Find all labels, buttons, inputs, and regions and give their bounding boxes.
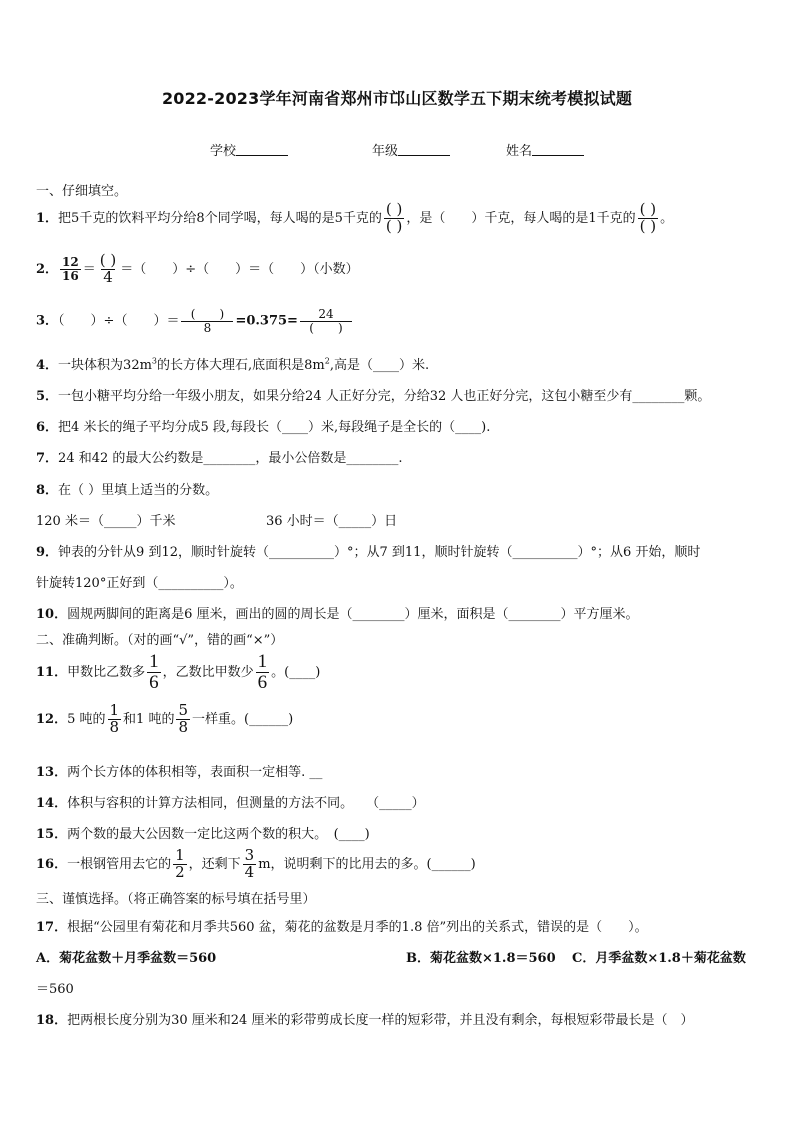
section-heading-choice: 三、谨慎选择。（将正确答案的标号填在括号里） <box>36 892 316 907</box>
fraction-denominator: 4 <box>103 267 113 286</box>
fraction-denominator: 8 <box>181 321 233 335</box>
superscript: 3 <box>151 356 158 366</box>
option-b[interactable]: B．菊花盆数×1.8＝560 <box>406 951 556 966</box>
question-number: 5． <box>36 389 59 404</box>
section-heading-judge: 二、准确判断。（对的画“√”，错的画“×”） <box>36 633 284 648</box>
question-text: ，还剩下 <box>188 856 241 872</box>
question-text: 把4 米长的绳子平均分成5 段,每段长（____）米,每段绳子是全长的（____). <box>58 420 491 435</box>
question-text: =0.375= <box>235 313 298 329</box>
school-field[interactable] <box>210 140 288 159</box>
question-text: ,高是（____）米. <box>329 358 430 373</box>
question-number: 18． <box>36 1013 68 1028</box>
fraction-denominator: 16 <box>62 268 79 283</box>
question-number: 10． <box>36 607 68 622</box>
question-9 <box>36 541 700 560</box>
question-number: 1． <box>36 210 59 226</box>
grade-blank[interactable] <box>398 143 450 156</box>
fraction-numerator: 1 <box>109 701 120 719</box>
fraction <box>638 202 658 235</box>
question-12 <box>36 703 293 736</box>
question-text: 一包小糖平均分给一年级小朋友，如果分给24 人正好分完，分给32 人也正好分完，这包小糖至少有________颗。 <box>58 389 711 404</box>
question-number: 4． <box>36 358 59 373</box>
question-3 <box>36 308 354 334</box>
question-11 <box>36 652 320 693</box>
fraction <box>108 703 122 736</box>
fraction-numerator: ( ) <box>385 200 403 218</box>
question-text: m，说明剩下的比用去的多。(______) <box>258 856 476 872</box>
fraction-denominator: ( ) <box>300 321 352 335</box>
fraction-denominator: 6 <box>257 671 268 693</box>
fraction <box>256 652 270 693</box>
question-text: 。(____) <box>271 664 321 680</box>
page-title: 2022-2023学年河南省郑州市邙山区数学五下期末统考模拟试题 <box>161 89 633 108</box>
fraction-denominator: 6 <box>149 671 159 693</box>
fraction <box>384 202 404 235</box>
question-text: ＝（ ）÷（ ）＝（ ）（小数） <box>120 261 359 277</box>
question-number: 7． <box>36 451 59 466</box>
question-text: 和1 吨的 <box>123 711 175 727</box>
question-7 <box>36 447 403 466</box>
question-8-sub2: 36 小时＝（_____）日 <box>266 514 398 529</box>
question-text: 两个数的最大公因数一定比这两个数的积大。 (____) <box>67 827 370 842</box>
question-15 <box>36 823 370 842</box>
fraction-numerator: ( ) <box>190 307 225 321</box>
question-10 <box>36 603 639 622</box>
fraction-denominator: 8 <box>178 717 188 736</box>
equals-sign: ＝ <box>82 261 96 277</box>
question-6 <box>36 416 490 435</box>
fraction <box>300 308 352 334</box>
question-text: 甲数比乙数多 <box>67 664 146 680</box>
fraction-denominator: ( ) <box>639 216 657 235</box>
fraction-numerator: 1 <box>149 651 159 672</box>
question-number: 3． <box>36 313 59 329</box>
question-text: 体积与容积的计算方法相同，但测量的方法不同。 （_____） <box>67 796 425 811</box>
school-label: 学校 <box>210 144 237 159</box>
question-number: 15． <box>36 827 68 842</box>
question-text: 根据“公园里有菊花和月季共560 盆，菊花的盆数是月季的1.8 倍”列出的关系式，错误的是（ ）。 <box>67 920 648 935</box>
option-a[interactable]: A．菊花盆数＋月季盆数＝560 <box>36 951 217 966</box>
fraction <box>173 848 187 881</box>
question-9-cont: 针旋转120°正好到（__________）。 <box>36 576 243 591</box>
fraction-numerator: ( ) <box>99 251 117 269</box>
question-number: 13． <box>36 765 68 780</box>
fraction <box>98 253 118 286</box>
school-blank[interactable] <box>236 143 288 156</box>
question-number: 14． <box>36 796 68 811</box>
fraction-numerator: 24 <box>318 307 334 321</box>
question-number: 12． <box>36 711 68 727</box>
question-text: 圆规两脚间的距离是6 厘米，画出的圆的周长是（________）厘米，面积是（________）平方厘米。 <box>67 607 639 622</box>
fraction-numerator: 5 <box>178 701 188 719</box>
question-number: 2． <box>36 261 59 277</box>
question-8 <box>36 479 218 498</box>
question-8-sub1: 120 米＝（_____）千米 <box>36 514 176 529</box>
fraction-denominator: 2 <box>175 862 185 881</box>
fraction <box>147 652 161 693</box>
fraction-numerator: 3 <box>244 846 255 864</box>
question-2 <box>36 253 359 286</box>
superscript: 2 <box>324 356 330 366</box>
name-field[interactable] <box>506 140 584 159</box>
question-number: 6． <box>36 420 59 435</box>
question-text: 。 <box>660 210 674 226</box>
question-text: 两个长方体的体积相等，表面积一定相等. __ <box>67 765 323 780</box>
fraction-numerator: ( ) <box>639 200 657 218</box>
option-c[interactable]: C．月季盆数×1.8＋菊花盆数 <box>572 951 746 966</box>
question-number: 17． <box>36 920 68 935</box>
question-text: 一根钢管用去它的 <box>67 856 172 872</box>
question-text: ，是（ ）千克，每人喝的是1千克的 <box>406 210 636 226</box>
question-5 <box>36 385 710 404</box>
question-16 <box>36 848 476 881</box>
option-c-cont: ＝560 <box>36 982 74 997</box>
question-text: 5 吨的 <box>67 711 106 727</box>
name-label: 姓名 <box>506 144 533 159</box>
question-text: 一样重。(______) <box>192 711 294 727</box>
name-blank[interactable] <box>532 143 584 156</box>
question-number: 11． <box>36 664 68 680</box>
grade-label: 年级 <box>372 144 399 159</box>
fraction-denominator: 8 <box>109 717 120 736</box>
question-text: 的长方体大理石,底面积是8m <box>157 358 325 373</box>
question-13 <box>36 761 322 780</box>
question-number: 16． <box>36 856 68 872</box>
question-number: 8． <box>36 483 59 498</box>
question-18 <box>36 1009 693 1028</box>
question-text: 24 和42 的最大公约数是________，最小公倍数是________. <box>58 451 403 466</box>
fraction-denominator: 4 <box>244 862 255 881</box>
question-text: ，乙数比甲数少 <box>162 664 254 680</box>
question-1 <box>36 202 673 235</box>
fraction-numerator: 1 <box>175 846 185 864</box>
question-17 <box>36 916 648 935</box>
fraction-numerator: 1 <box>257 651 268 672</box>
fraction <box>243 848 257 881</box>
question-text: 一块体积为32m <box>58 358 152 373</box>
grade-field[interactable] <box>372 140 450 159</box>
fraction-numerator: 12 <box>62 255 79 270</box>
question-14 <box>36 792 425 811</box>
fraction <box>60 256 81 282</box>
question-number: 9． <box>36 545 59 560</box>
question-text: 在（ ）里填上适当的分数。 <box>58 483 219 498</box>
question-text: 把两根长度分别为30 厘米和24 厘米的彩带剪成长度一样的短彩带，并且没有剩余，每根短彩带最长是（ ） <box>67 1013 694 1028</box>
section-heading-fill: 一、仔细填空。 <box>36 184 128 199</box>
fraction <box>181 308 233 334</box>
fraction <box>176 703 190 736</box>
fraction-denominator: ( ) <box>385 216 403 235</box>
question-text: （ ）÷（ ）＝ <box>58 313 180 329</box>
question-text: 钟表的分针从9 到12，顺时针旋转（__________）°；从7 到11，顺时针旋转（__________）°；从6 开始，顺时 <box>58 545 701 560</box>
question-4 <box>36 354 429 373</box>
question-text: 把5千克的饮料平均分给8个同学喝，每人喝的是5千克的 <box>58 210 382 226</box>
